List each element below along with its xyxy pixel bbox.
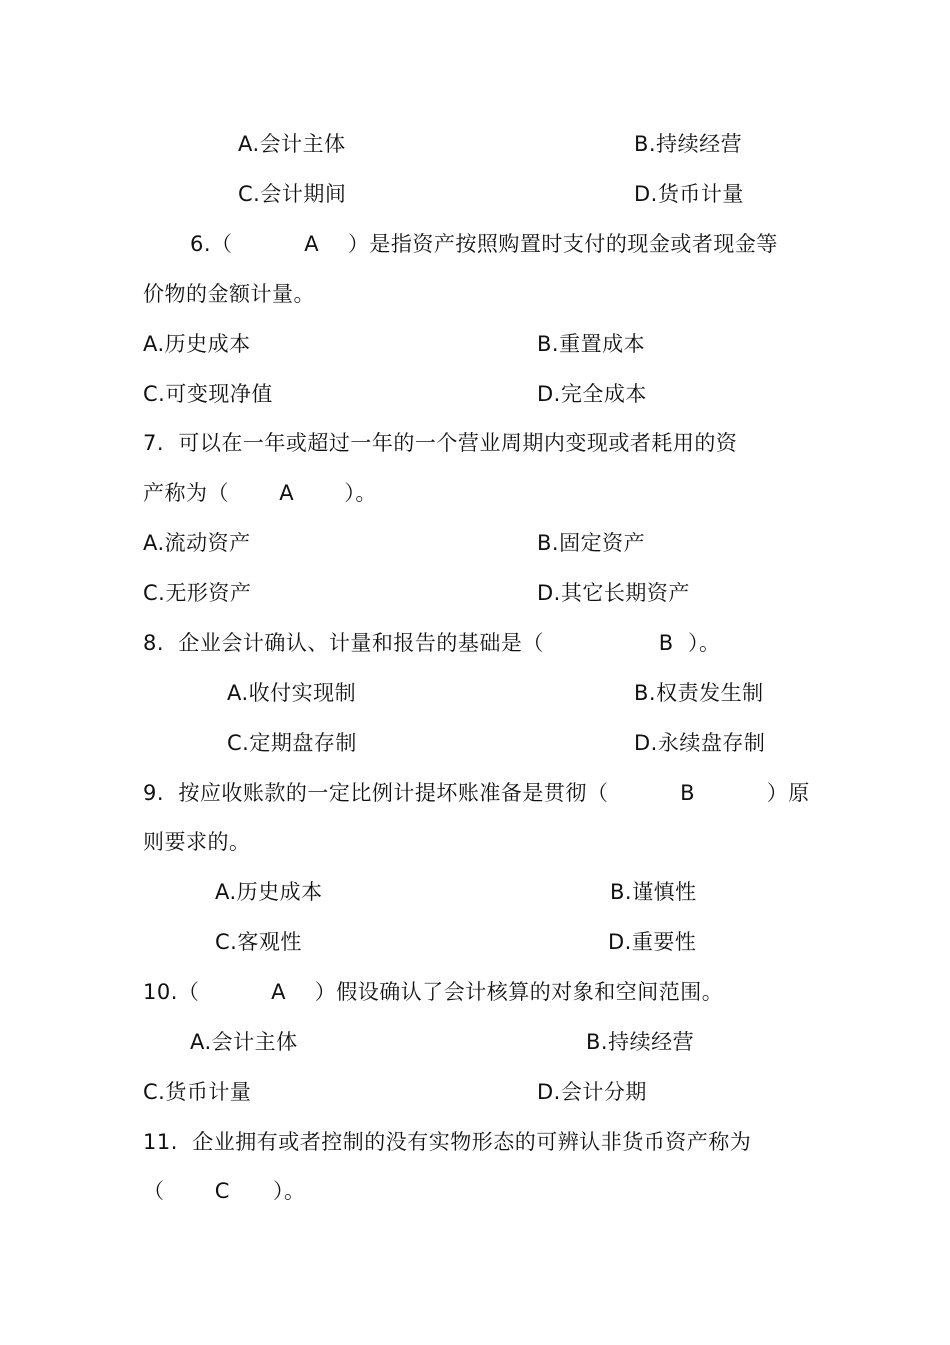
q9-option-d: D.重要性 [608,930,697,954]
q9-option-c: C.客观性 [215,930,302,954]
q8-option-c: C.定期盘存制 [227,731,357,755]
q10-stem: 10.（ A ）假设确认了会计核算的对象和空间范围。 [143,980,724,1004]
q7-option-a: A.流动资产 [143,531,251,555]
q5-option-d: D.货币计量 [634,182,744,206]
q7-stem-line2: 产称为（ A ）。 [143,481,377,505]
q6-option-d: D.完全成本 [537,382,647,406]
q5-option-b: B.持续经营 [634,132,743,156]
q9-stem-line1: 9. 按应收账款的一定比例计提坏账准备是贯彻（ B ）原 [143,781,810,805]
q11-stem-line2: （ C ）。 [143,1179,306,1203]
q6-stem-line2: 价物的金额计量。 [143,282,315,306]
q8-option-a: A.收付实现制 [227,681,357,705]
q8-option-b: B.权责发生制 [634,681,764,705]
q6-option-a: A.历史成本 [143,332,251,356]
q7-option-b: B.固定资产 [537,531,646,555]
q9-option-b: B.谨慎性 [610,880,697,904]
q7-option-c: C.无形资产 [143,581,252,605]
q7-stem-line1: 7. 可以在一年或超过一年的一个营业周期内变现或者耗用的资 [143,431,738,455]
q8-option-d: D.永续盘存制 [634,731,766,755]
q6-stem-line1: 6.（ A ）是指资产按照购置时支付的现金或者现金等 [190,232,778,256]
q10-option-c: C.货币计量 [143,1080,252,1104]
q6-option-b: B.重置成本 [537,332,646,356]
q7-option-d: D.其它长期资产 [537,581,690,605]
q8-stem: 8. 企业会计确认、计量和报告的基础是（ B ）。 [143,631,721,655]
q6-option-c: C.可变现净值 [143,382,273,406]
q11-stem-line1: 11. 企业拥有或者控制的没有实物形态的可辨认非货币资产称为 [143,1130,752,1154]
q10-option-d: D.会计分期 [537,1080,647,1104]
q5-option-c: C.会计期间 [238,182,347,206]
q9-option-a: A.历史成本 [215,880,323,904]
q10-option-a: A.会计主体 [190,1030,298,1054]
q9-stem-line2: 则要求的。 [143,830,251,854]
q10-option-b: B.持续经营 [586,1030,695,1054]
q5-option-a: A.会计主体 [238,132,346,156]
